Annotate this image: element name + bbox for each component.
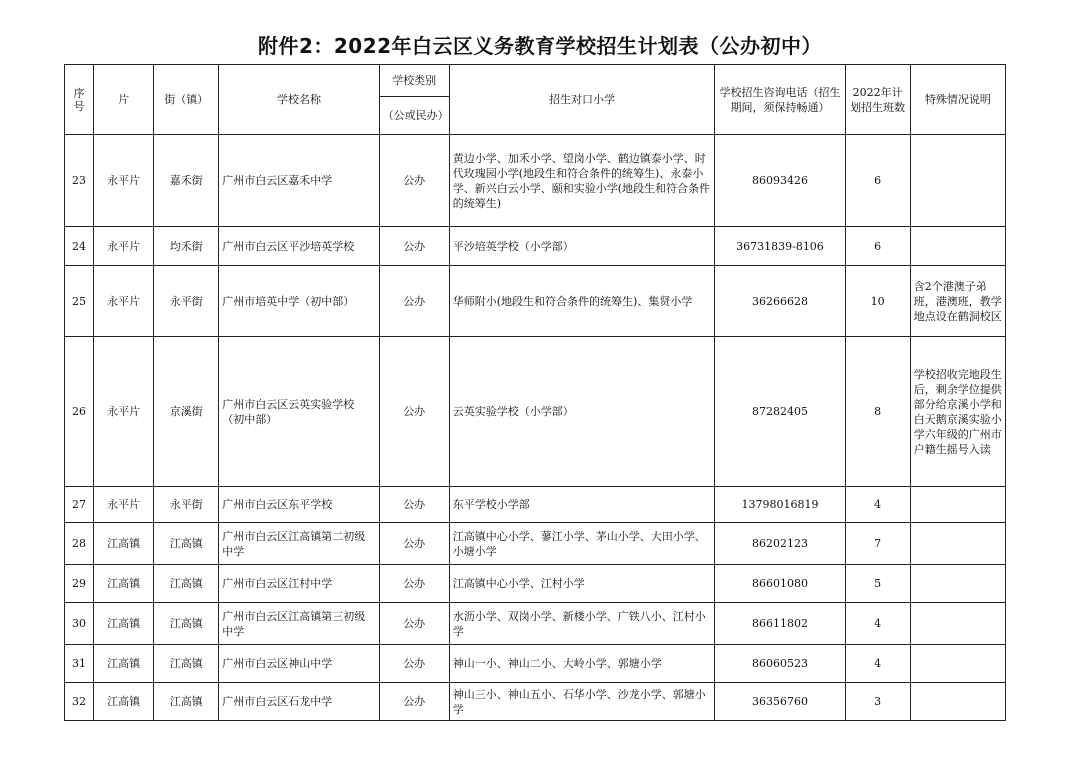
table-row	[65, 565, 1006, 603]
cell-phone: 86601080	[715, 565, 845, 603]
cell-phone: 86093426	[715, 135, 845, 227]
cell-area: 江高镇	[94, 683, 154, 721]
cell-notes	[910, 683, 1005, 721]
cell-primary: 东平学校小学部	[449, 487, 715, 523]
header-street: 街（镇）	[154, 65, 219, 135]
cell-type: 公办	[379, 227, 449, 266]
cell-phone: 87282405	[715, 337, 845, 487]
enrollment-plan-table	[64, 64, 1006, 721]
cell-primary: 神山三小、神山五小、石华小学、沙龙小学、郭塘小学	[449, 683, 715, 721]
cell-primary: 云英实验学校（小学部）	[449, 337, 715, 487]
header-notes: 特殊情况说明	[910, 65, 1005, 135]
cell-phone: 86611802	[715, 603, 845, 645]
cell-phone: 86060523	[715, 645, 845, 683]
cell-type: 公办	[379, 645, 449, 683]
cell-school: 广州市培英中学（初中部）	[219, 266, 379, 337]
cell-notes: 含2个港澳子弟班，港澳班，教学地点设在鹤洞校区	[910, 266, 1005, 337]
cell-notes	[910, 523, 1005, 565]
cell-area: 江高镇	[94, 603, 154, 645]
cell-phone: 36266628	[715, 266, 845, 337]
cell-type: 公办	[379, 135, 449, 227]
table-row	[65, 645, 1006, 683]
cell-notes	[910, 487, 1005, 523]
table-row	[65, 227, 1006, 266]
cell-seq: 32	[65, 683, 94, 721]
cell-type: 公办	[379, 487, 449, 523]
cell-type: 公办	[379, 523, 449, 565]
cell-area: 永平片	[94, 227, 154, 266]
cell-area: 永平片	[94, 337, 154, 487]
cell-type: 公办	[379, 683, 449, 721]
cell-street: 永平街	[154, 266, 219, 337]
cell-seq: 28	[65, 523, 94, 565]
cell-area: 永平片	[94, 487, 154, 523]
cell-classes: 10	[845, 266, 910, 337]
cell-classes: 4	[845, 603, 910, 645]
cell-primary: 水沥小学、双岗小学、新楼小学、广铁八小、江村小学	[449, 603, 715, 645]
cell-primary: 神山一小、神山二小、大岭小学、郭塘小学	[449, 645, 715, 683]
cell-type: 公办	[379, 337, 449, 487]
cell-street: 江高镇	[154, 645, 219, 683]
cell-school: 广州市白云区江村中学	[219, 565, 379, 603]
header-area: 片	[94, 65, 154, 135]
cell-notes: 学校招收完地段生后，剩余学位提供部分给京溪小学和白天鹅京溪实验小学六年级的广州市户籍生摇号入读	[910, 337, 1005, 487]
cell-notes	[910, 603, 1005, 645]
cell-street: 江高镇	[154, 683, 219, 721]
header-seq-label: 序号	[73, 86, 85, 113]
table-row	[65, 487, 1006, 523]
cell-type: 公办	[379, 266, 449, 337]
cell-school: 广州市白云区江高镇第二初级中学	[219, 523, 379, 565]
table-row	[65, 337, 1006, 487]
cell-seq: 23	[65, 135, 94, 227]
cell-phone: 86202123	[715, 523, 845, 565]
cell-seq: 30	[65, 603, 94, 645]
cell-school: 广州市白云区石龙中学	[219, 683, 379, 721]
header-school-category-sub: （公或民办）	[379, 97, 449, 135]
cell-classes: 5	[845, 565, 910, 603]
cell-notes	[910, 135, 1005, 227]
cell-street: 均禾街	[154, 227, 219, 266]
cell-phone: 36356760	[715, 683, 845, 721]
cell-primary: 江高镇中心小学、蓼江小学、茅山小学、大田小学、小塘小学	[449, 523, 715, 565]
cell-school: 广州市白云区神山中学	[219, 645, 379, 683]
cell-street: 江高镇	[154, 523, 219, 565]
cell-street: 江高镇	[154, 565, 219, 603]
cell-notes	[910, 645, 1005, 683]
page-title: 附件2：2022年白云区义务教育学校招生计划表（公办初中）	[257, 34, 823, 58]
cell-primary: 黄边小学、加禾小学、望岗小学、鹤边镇泰小学、时代玫瑰园小学(地段生和符合条件的统筹生)、永泰小学、新兴白云小学、颐和实验小学(地段生和符合条件的统筹生)	[449, 135, 715, 227]
cell-school: 广州市白云区东平学校	[219, 487, 379, 523]
cell-classes: 4	[845, 645, 910, 683]
cell-street: 江高镇	[154, 603, 219, 645]
cell-primary: 江高镇中心小学、江村小学	[449, 565, 715, 603]
table-row	[65, 135, 1006, 227]
table-row	[65, 266, 1006, 337]
cell-notes	[910, 565, 1005, 603]
cell-classes: 6	[845, 227, 910, 266]
cell-seq: 29	[65, 565, 94, 603]
cell-classes: 6	[845, 135, 910, 227]
cell-street: 嘉禾街	[154, 135, 219, 227]
cell-primary: 平沙培英学校（小学部）	[449, 227, 715, 266]
cell-notes	[910, 227, 1005, 266]
cell-area: 永平片	[94, 266, 154, 337]
cell-phone: 36731839-8106	[715, 227, 845, 266]
cell-classes: 8	[845, 337, 910, 487]
header-seq	[65, 65, 94, 135]
cell-classes: 7	[845, 523, 910, 565]
cell-area: 江高镇	[94, 645, 154, 683]
cell-type: 公办	[379, 565, 449, 603]
header-classes: 2022年计划招生班数	[845, 65, 910, 135]
cell-school: 广州市白云区嘉禾中学	[219, 135, 379, 227]
cell-street: 京溪街	[154, 337, 219, 487]
table-row	[65, 603, 1006, 645]
cell-seq: 26	[65, 337, 94, 487]
header-primary-schools: 招生对口小学	[449, 65, 715, 135]
cell-classes: 3	[845, 683, 910, 721]
cell-street: 永平街	[154, 487, 219, 523]
cell-school: 广州市白云区云英实验学校（初中部）	[219, 337, 379, 487]
header-school-name: 学校名称	[219, 65, 379, 135]
cell-primary: 华师附小(地段生和符合条件的统筹生)、集贤小学	[449, 266, 715, 337]
cell-seq: 27	[65, 487, 94, 523]
header-school-category: 学校类别	[379, 65, 449, 97]
cell-school: 广州市白云区平沙培英学校	[219, 227, 379, 266]
cell-school: 广州市白云区江高镇第三初级中学	[219, 603, 379, 645]
cell-seq: 25	[65, 266, 94, 337]
table-row	[65, 683, 1006, 721]
cell-type: 公办	[379, 603, 449, 645]
table-row	[65, 523, 1006, 565]
cell-classes: 4	[845, 487, 910, 523]
cell-area: 永平片	[94, 135, 154, 227]
cell-seq: 31	[65, 645, 94, 683]
cell-seq: 24	[65, 227, 94, 266]
cell-phone: 13798016819	[715, 487, 845, 523]
cell-area: 江高镇	[94, 523, 154, 565]
header-phone: 学校招生咨询电话（招生期间，须保持畅通）	[715, 65, 845, 135]
cell-area: 江高镇	[94, 565, 154, 603]
